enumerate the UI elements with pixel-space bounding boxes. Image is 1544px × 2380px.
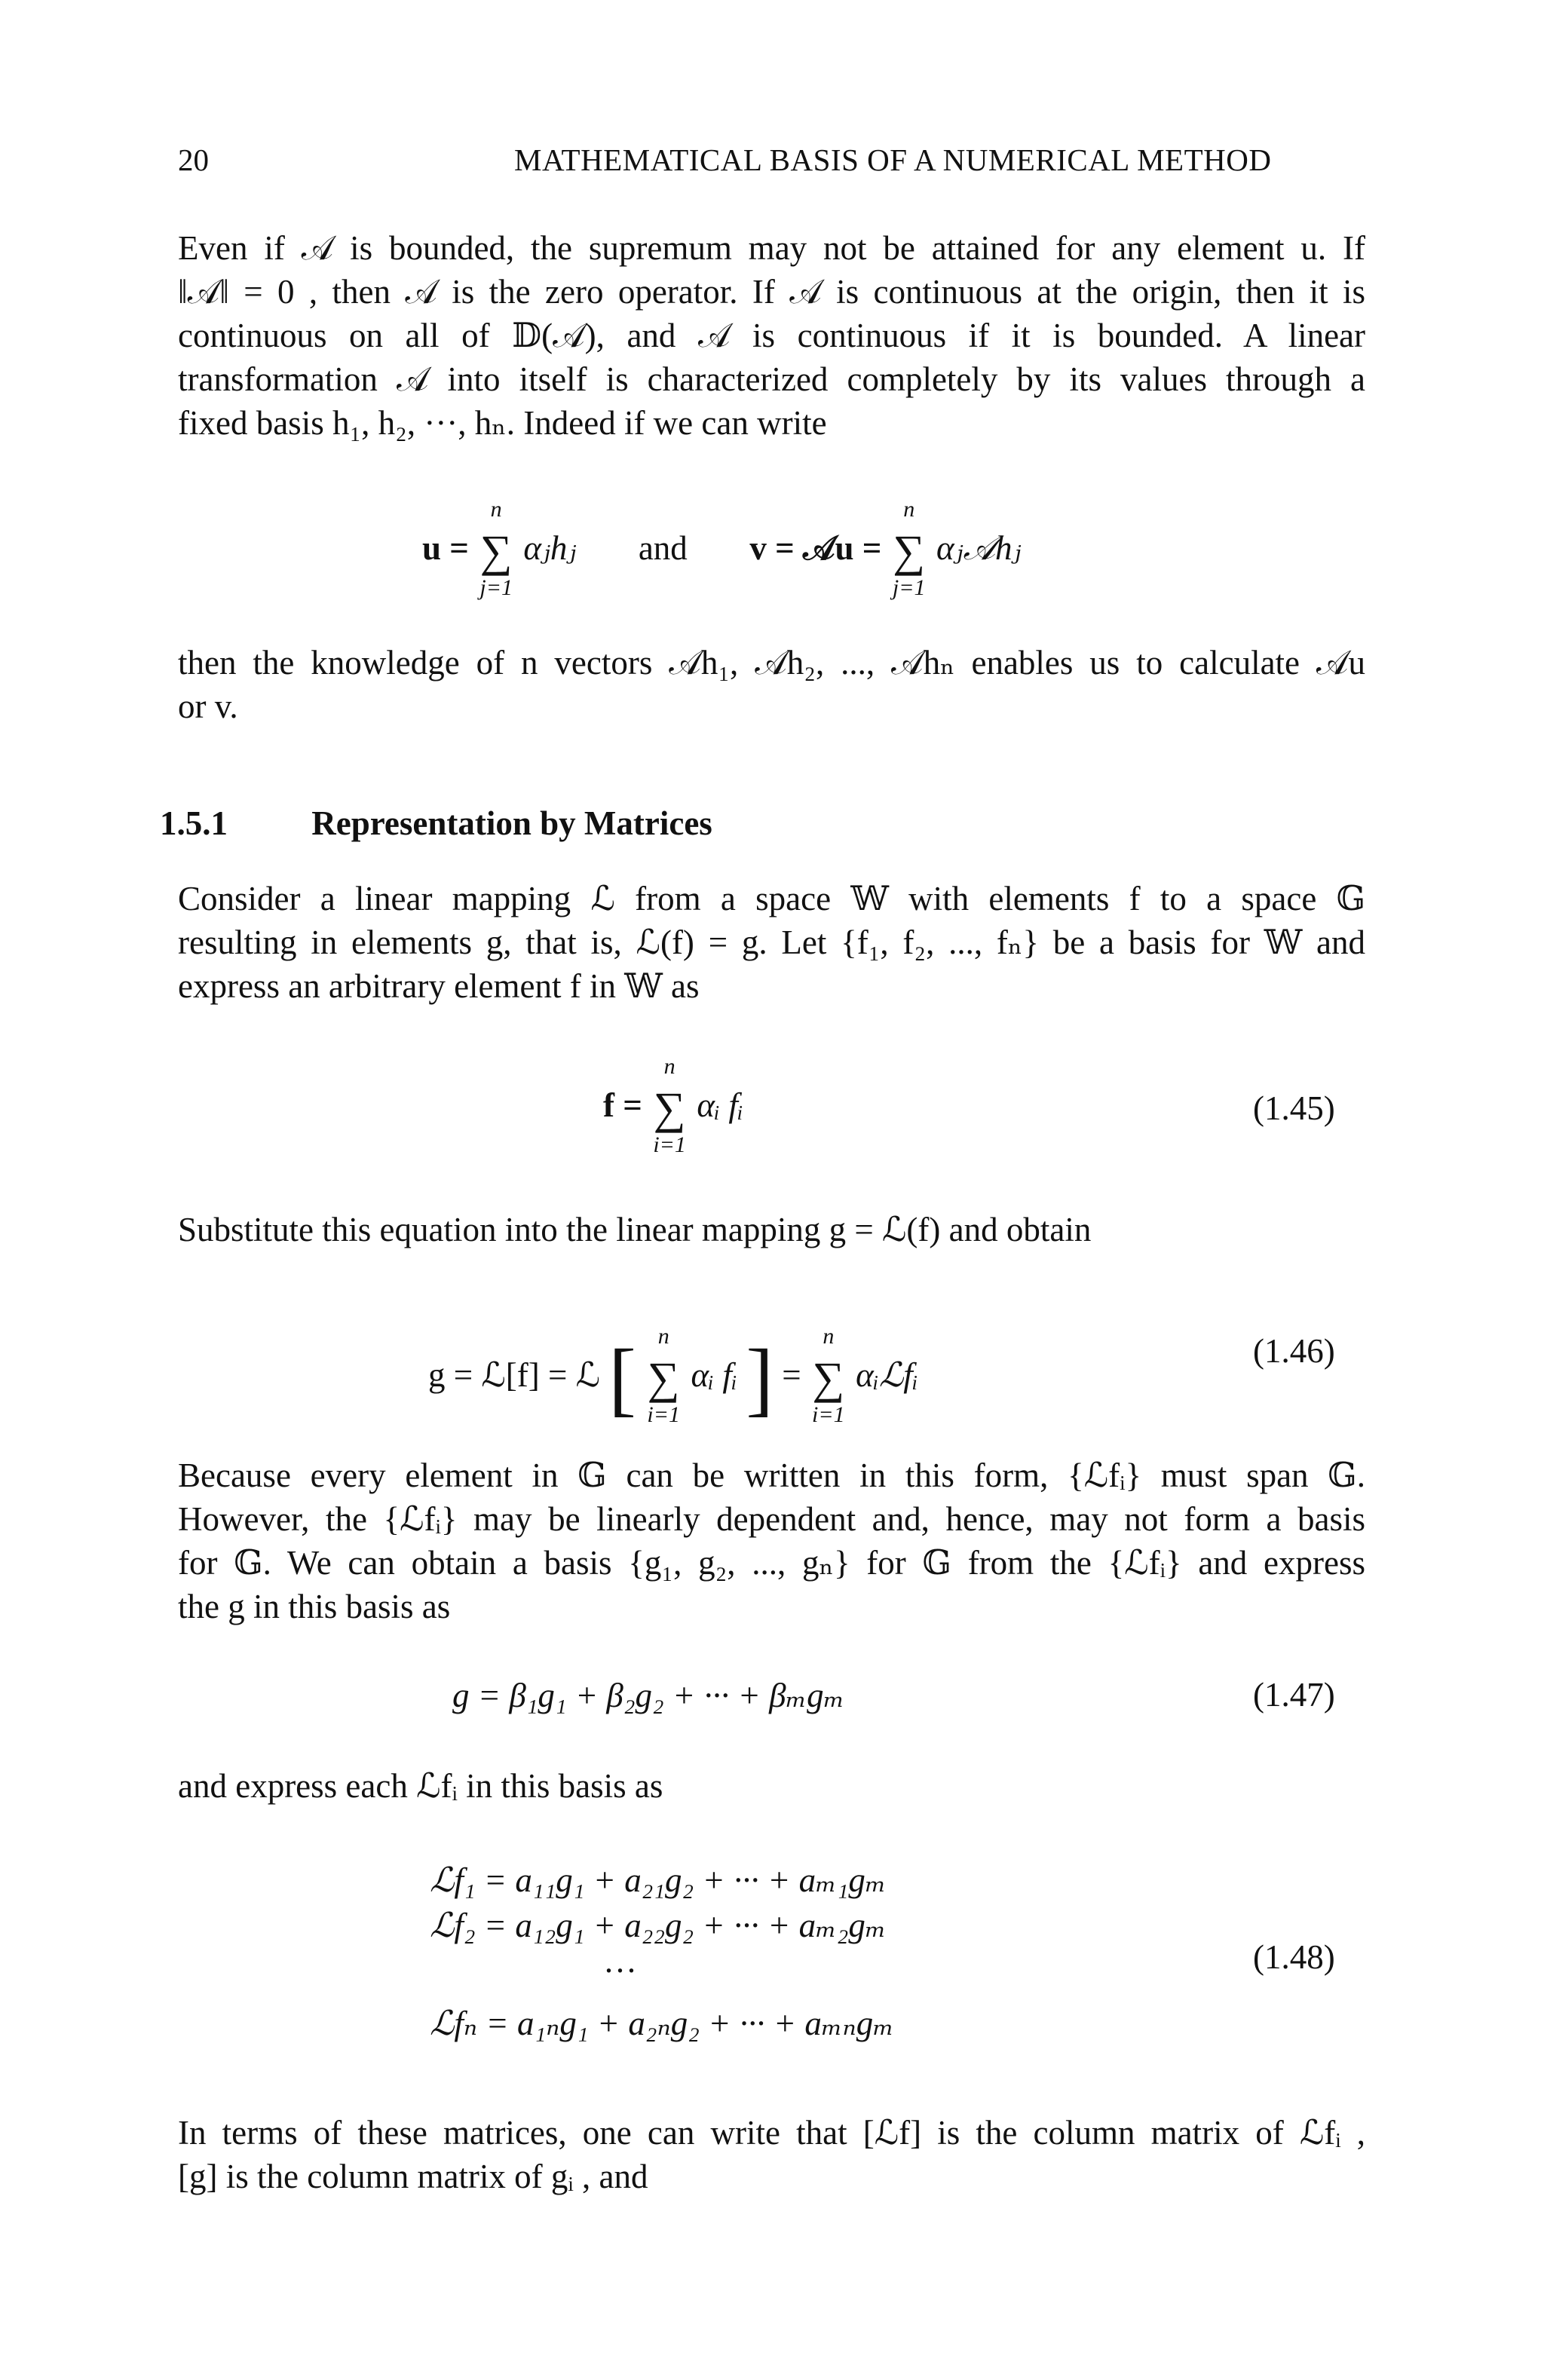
summation-symbol: n ∑ i=1 (812, 1324, 845, 1427)
equation-1-46: g = ℒ[f] = ℒ [ n ∑ i=1 αᵢ fᵢ ] = n ∑ i=1 αᵢℒfᵢ (428, 1324, 918, 1427)
summation-symbol: n ∑ i=1 (653, 1054, 686, 1158)
page-number: 20 (178, 142, 209, 177)
paragraph-knowledge-of-vectors (178, 641, 1365, 728)
text-line: the g in this basis as (178, 1588, 451, 1625)
text-line: transformation 𝒜 into itself is characterized completely by its values through a (178, 360, 1365, 398)
paragraph-operator-bounded (178, 226, 1365, 445)
equation-lhs: v = 𝒜u = (749, 529, 882, 567)
equation-row: ℒf₁ = a₁₁g₁ + a₂₁g₂ + ··· + aₘ₁gₘ (430, 1861, 887, 1899)
equation-1-45 (603, 1054, 744, 1158)
text-line: Even if 𝒜 is bounded, the supremum may not be attained for any element u. If (178, 229, 1365, 267)
summation-symbol: n ∑ j=1 (479, 497, 513, 601)
paragraph-express-each (178, 1764, 1365, 1808)
paragraph-substitute (178, 1208, 1365, 1251)
equation-1-48 (430, 1858, 894, 2046)
running-header (178, 142, 1366, 181)
equation-term: αᵢℒfᵢ (856, 1355, 918, 1394)
paragraph-matrices (178, 2111, 1365, 2198)
section-title: Representation by Matrices (311, 804, 712, 842)
paragraph-span-basis (178, 1453, 1365, 1628)
equation-number: (1.48) (1253, 1938, 1335, 1976)
equation-term: αᵢ fᵢ (697, 1086, 744, 1124)
equation-conjunction: and (638, 529, 688, 567)
equation-lhs: u = (422, 529, 469, 567)
section-heading (160, 804, 712, 843)
summation-symbol: n ∑ i=1 (647, 1324, 680, 1427)
text-line: then the knowledge of n vectors 𝒜h₁, 𝒜h₂, ..., 𝒜hₙ enables us to calculate 𝒜u (178, 644, 1365, 682)
equation-number: (1.47) (1253, 1676, 1335, 1714)
equation-row: ··· (603, 1952, 637, 1989)
text-line: continuous on all of 𝔻(𝒜), and 𝒜 is continuous if it is bounded. A linear (178, 317, 1365, 354)
text-line: However, the {ℒfᵢ} may be linearly dependent and, hence, may not form a basis (178, 1500, 1365, 1538)
equation-lhs: f = (603, 1086, 642, 1124)
text-line: resulting in elements g, that is, ℒ(f) = g. Let {f₁, f₂, ..., fₙ} be a basis for 𝕎 and (178, 924, 1365, 961)
text-line: Consider a linear mapping ℒ from a space 𝕎 with elements f to a space 𝔾 (178, 880, 1365, 917)
text-line: express an arbitrary element f in 𝕎 as (178, 967, 700, 1005)
text-line: [g] is the column matrix of gᵢ , and (178, 2158, 648, 2195)
text-line: for 𝔾. We can obtain a basis {g₁, g₂, ..., gₙ} for 𝔾 from the {ℒfᵢ} and express (178, 1544, 1365, 1582)
text-line: fixed basis h₁, h₂, ···, hₙ. Indeed if we can write (178, 404, 827, 442)
equation-body: g = β₁g₁ + β₂g₂ + ··· + βₘgₘ (452, 1677, 845, 1714)
paragraph-linear-mapping (178, 877, 1365, 1008)
text-line: ‖𝒜‖ = 0 , then 𝒜 is the zero operator. If 𝒜 is continuous at the origin, then it is (178, 273, 1365, 311)
equation-number: (1.45) (1253, 1089, 1335, 1127)
equation-lhs: g = ℒ[f] = ℒ (428, 1355, 601, 1394)
text-line: and express each ℒfᵢ in this basis as (178, 1767, 663, 1805)
equation-1-47 (452, 1675, 844, 1715)
text-line: In terms of these matrices, one can write that [ℒf] is the column matrix of ℒfᵢ , (178, 2114, 1365, 2152)
equation-term: αⱼhⱼ (523, 529, 577, 567)
section-number: 1.5.1 (160, 804, 228, 842)
equation-term: αᵢ fᵢ (691, 1355, 738, 1394)
equation-u-v-expansion (422, 497, 1022, 601)
running-title: MATHEMATICAL BASIS OF A NUMERICAL METHOD (514, 142, 1272, 177)
equation-row: ℒf₂ = a₁₂g₁ + a₂₂g₂ + ··· + aₘ₂gₘ (430, 1907, 887, 1944)
text-line: Substitute this equation into the linear mapping g = ℒ(f) and obtain (178, 1211, 1092, 1248)
text-line: or v. (178, 688, 238, 725)
text-line: Because every element in 𝔾 can be written in this form, {ℒfᵢ} must span 𝔾. (178, 1456, 1365, 1494)
equation-term: αⱼ𝒜hⱼ (936, 529, 1022, 567)
equation-row: ℒfₙ = a₁ₙg₁ + a₂ₙg₂ + ··· + aₘₙgₘ (430, 2005, 894, 2042)
summation-symbol: n ∑ j=1 (892, 497, 926, 601)
equation-number: (1.46) (1253, 1332, 1335, 1370)
